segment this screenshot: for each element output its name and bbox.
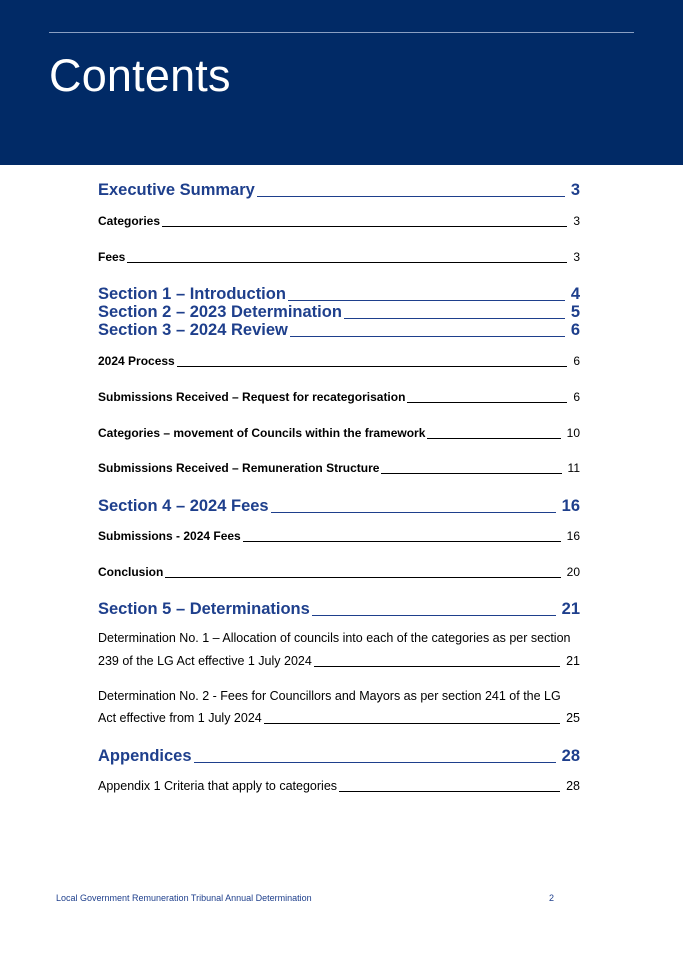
- toc-entry-page: 6: [573, 390, 580, 404]
- dot-leader: [162, 226, 567, 227]
- toc-entry-label: Categories – movement of Councils within the framework: [98, 426, 426, 440]
- toc-entry-label: Section 3 – 2024 Review: [98, 321, 288, 339]
- toc-entry-page: 21: [566, 654, 580, 668]
- toc-entry-section-4[interactable]: [98, 497, 580, 516]
- dot-leader: [290, 336, 565, 337]
- toc-entry-categories[interactable]: [98, 214, 580, 228]
- dot-leader: [288, 300, 565, 301]
- toc-entry-label: Submissions Received – Remuneration Structure: [98, 461, 380, 475]
- toc-entry-page: 6: [573, 354, 580, 368]
- header-banner: [0, 0, 683, 165]
- dot-leader: [339, 791, 560, 792]
- toc-entry-label: Appendix 1 Criteria that apply to categories: [98, 779, 338, 793]
- toc-entry-executive-summary[interactable]: [98, 181, 580, 200]
- toc-entry-section-1[interactable]: [98, 285, 580, 304]
- header-rule: [49, 32, 634, 33]
- toc-entry-page: 10: [566, 426, 580, 440]
- dot-leader: [344, 318, 565, 319]
- toc-entry-appendix-1[interactable]: [98, 779, 580, 793]
- toc-entry-determination-2-line1[interactable]: Determination No. 2 - Fees for Councillors and Mayors as per section 241 of the LG: [98, 689, 561, 703]
- toc-entry-label: Submissions Received – Request for recategorisation: [98, 390, 406, 404]
- toc-entry-submissions-2024-fees[interactable]: [98, 529, 580, 543]
- toc-entry-label: Fees: [98, 250, 126, 264]
- dot-leader: [312, 615, 556, 616]
- dot-leader: [314, 666, 560, 667]
- toc-entry-page: 25: [566, 711, 580, 725]
- toc-entry-page: 16: [566, 529, 580, 543]
- toc-entry-label: Section 5 – Determinations: [98, 600, 310, 618]
- toc-entry-page: 11: [567, 461, 580, 475]
- footer-page-number: 2: [549, 893, 555, 903]
- toc-entry-section-5[interactable]: [98, 600, 580, 619]
- toc-entry-page: 3: [573, 250, 580, 264]
- toc-entry-appendices[interactable]: [98, 747, 580, 766]
- toc-entry-page: 4: [570, 285, 580, 303]
- toc-entry-label: Submissions - 2024 Fees: [98, 529, 241, 543]
- page-title: Contents: [49, 50, 231, 101]
- toc-entry-page: 21: [561, 600, 580, 618]
- dot-leader: [407, 402, 567, 403]
- toc-entry-fees[interactable]: [98, 250, 580, 264]
- toc-entry-page: 20: [566, 565, 580, 579]
- dot-leader: [381, 473, 561, 474]
- toc-entry-conclusion[interactable]: [98, 565, 580, 579]
- toc-entry-page: 28: [561, 747, 580, 765]
- toc-entry-submissions-recategorisation[interactable]: [98, 390, 580, 404]
- dot-leader: [257, 196, 565, 197]
- toc-entry-label: 2024 Process: [98, 354, 175, 368]
- dot-leader: [271, 512, 556, 513]
- toc-entry-determination-2[interactable]: [98, 711, 580, 725]
- dot-leader: [427, 438, 560, 439]
- toc-entry-label: Executive Summary: [98, 181, 255, 199]
- toc-entry-determination-1-line1[interactable]: Determination No. 1 – Allocation of councils into each of the categories as per section: [98, 631, 571, 645]
- toc-entry-section-3[interactable]: [98, 321, 580, 340]
- footer-text: Local Government Remuneration Tribunal Annual Determination: [56, 893, 312, 903]
- toc-entry-label: Appendices: [98, 747, 192, 765]
- toc-entry-categories-movement[interactable]: [98, 426, 580, 440]
- toc-entry-label: Section 4 – 2024 Fees: [98, 497, 269, 515]
- dot-leader: [194, 762, 556, 763]
- toc-entry-label: 239 of the LG Act effective 1 July 2024: [98, 654, 312, 668]
- dot-leader: [264, 723, 560, 724]
- toc-entry-2024-process[interactable]: [98, 354, 580, 368]
- dot-leader: [165, 577, 560, 578]
- toc-entry-label: Section 1 – Introduction: [98, 285, 286, 303]
- dot-leader: [177, 366, 568, 367]
- toc-entry-page: 5: [570, 303, 580, 321]
- toc-entry-label: Section 2 – 2023 Determination: [98, 303, 342, 321]
- toc-entry-label: Categories: [98, 214, 161, 228]
- toc-entry-page: 3: [573, 214, 580, 228]
- dot-leader: [127, 262, 567, 263]
- toc-entry-page: 6: [570, 321, 580, 339]
- dot-leader: [243, 541, 561, 542]
- toc-entry-section-2[interactable]: [98, 303, 580, 322]
- toc-entry-submissions-remuneration[interactable]: [98, 461, 580, 475]
- toc-entry-determination-1[interactable]: [98, 654, 580, 668]
- toc-entry-page: 16: [561, 497, 580, 515]
- toc-entry-label: Act effective from 1 July 2024: [98, 711, 262, 725]
- toc-entry-page: 3: [570, 181, 580, 199]
- toc-entry-page: 28: [566, 779, 580, 793]
- toc-entry-label: Conclusion: [98, 565, 164, 579]
